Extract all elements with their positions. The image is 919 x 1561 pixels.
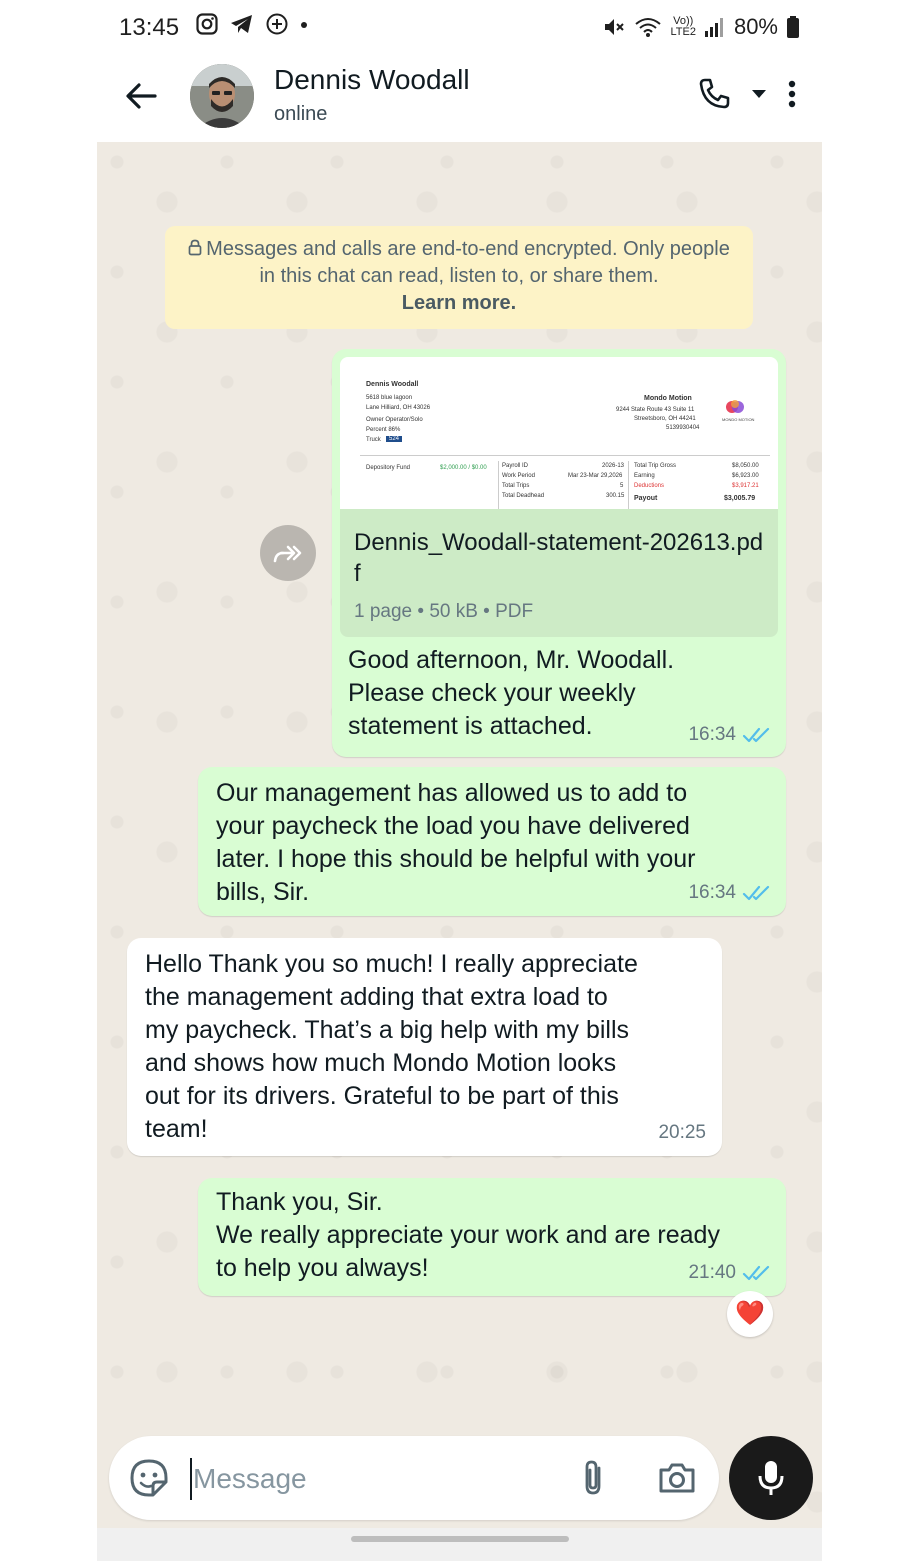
network-type bbox=[670, 16, 695, 38]
mic-icon bbox=[756, 1459, 786, 1497]
preview-company-addr2: Streetsboro, OH 44241 bbox=[634, 416, 696, 422]
preview-c3-value-4: $3,005.79 bbox=[724, 495, 756, 502]
avatar-image bbox=[190, 64, 254, 128]
preview-deposit-value: $2,000.00 / $0.00 bbox=[440, 465, 487, 471]
preview-company: Mondo Motion bbox=[644, 395, 692, 402]
message-text: Our management has allowed us to add to your paycheck the load you have delivered later. I hope this should be helpful with your bills, Sir. bbox=[216, 779, 696, 906]
attach-icon[interactable] bbox=[579, 1458, 607, 1498]
preview-c3-label-2: Earning bbox=[634, 473, 655, 479]
header-actions bbox=[696, 76, 798, 112]
dropdown-icon[interactable] bbox=[750, 76, 768, 112]
signal-icon bbox=[704, 16, 726, 38]
encryption-text: Messages and calls are end-to-end encrypted. Only people in this chat can read, listen to, or share them. bbox=[206, 238, 730, 287]
preview-c3-label-3: Deductions bbox=[634, 483, 665, 489]
document-meta: 1 page • 50 kB • PDF bbox=[354, 601, 534, 622]
sticker-icon[interactable] bbox=[129, 1458, 169, 1498]
heart-icon: ❤️ bbox=[735, 1300, 765, 1327]
double-check-icon bbox=[742, 726, 770, 744]
preview-c3-value-2: $6,923.00 bbox=[732, 473, 759, 479]
message-bubble[interactable] bbox=[198, 767, 786, 916]
preview-address2: Lane Hilliard, OH 43026 bbox=[366, 405, 431, 411]
preview-c2-value-1: 2026-13 bbox=[602, 463, 625, 469]
lock-icon bbox=[188, 239, 202, 256]
message-meta bbox=[688, 1262, 770, 1284]
instagram-icon bbox=[195, 12, 219, 36]
message-time: 21:40 bbox=[688, 1262, 736, 1283]
preview-col-divider-1 bbox=[498, 461, 499, 509]
reaction-badge[interactable] bbox=[727, 1291, 773, 1337]
avatar[interactable] bbox=[190, 64, 254, 128]
message-text: Thank you, Sir. We really appreciate your work and are ready to help you always! bbox=[216, 1188, 720, 1282]
message-composer[interactable] bbox=[109, 1436, 719, 1520]
message-time: 16:34 bbox=[688, 882, 736, 903]
status-bar bbox=[97, 0, 822, 56]
message-time: 16:34 bbox=[688, 724, 736, 745]
preview-c2-label-3: Total Trips bbox=[502, 483, 530, 489]
chat-header bbox=[97, 56, 822, 142]
navigation-bar bbox=[97, 1528, 822, 1561]
more-options-icon[interactable] bbox=[786, 76, 798, 112]
document-filename[interactable]: Dennis_Woodall-statement-202613.pdf bbox=[354, 529, 764, 587]
battery-percent: 80% bbox=[733, 14, 778, 39]
wifi-icon bbox=[634, 15, 662, 39]
mute-icon bbox=[602, 15, 626, 39]
status-time: 13:45 bbox=[119, 14, 180, 41]
document-preview[interactable] bbox=[340, 357, 778, 509]
preview-c2-value-2: Mar 23-Mar 29,2026 bbox=[568, 473, 623, 479]
preview-truck: 524 bbox=[386, 436, 402, 442]
preview-c2-label-4: Total Deadhead bbox=[502, 493, 545, 499]
notification-icons bbox=[195, 12, 309, 36]
camera-icon[interactable] bbox=[657, 1460, 697, 1496]
preview-role: Owner Operator/Solo bbox=[366, 417, 423, 423]
call-icon[interactable] bbox=[696, 76, 732, 112]
lte-label: LTE2 bbox=[670, 26, 696, 38]
double-check-icon bbox=[742, 884, 770, 902]
learn-more-link[interactable]: Learn more. bbox=[401, 292, 517, 314]
preview-name: Dennis Woodall bbox=[366, 381, 419, 388]
document-info[interactable] bbox=[340, 509, 778, 637]
dot-icon bbox=[299, 12, 309, 36]
message-meta bbox=[688, 724, 770, 746]
preview-c2-value-4: 300.15 bbox=[606, 493, 625, 499]
forward-button[interactable] bbox=[260, 525, 316, 581]
preview-address1: 5618 blue lagoon bbox=[366, 395, 413, 401]
whatsapp-status-icon bbox=[265, 12, 289, 36]
home-handle[interactable] bbox=[351, 1536, 569, 1542]
message-text: Good afternoon, Mr. Woodall. Please check your weekly statement is attached. bbox=[348, 646, 675, 740]
preview-col-divider-2 bbox=[628, 461, 629, 509]
message-bubble[interactable] bbox=[198, 1178, 786, 1296]
message-meta bbox=[658, 1122, 706, 1144]
preview-c2-label-1: Payroll ID bbox=[502, 463, 529, 469]
message-input[interactable] bbox=[191, 1456, 565, 1502]
telegram-icon bbox=[229, 12, 255, 36]
encryption-notice[interactable] bbox=[165, 226, 753, 329]
preview-deposit-label: Depository Fund bbox=[366, 465, 411, 471]
preview-c3-label-4: Payout bbox=[634, 495, 658, 502]
preview-c2-value-3: 5 bbox=[620, 483, 624, 489]
battery-icon bbox=[786, 15, 800, 39]
preview-c3-value-3: $3,917.21 bbox=[732, 483, 759, 489]
preview-company-addr1: 9244 State Route 43 Suite 11 bbox=[616, 407, 695, 413]
preview-divider bbox=[360, 455, 770, 456]
contact-status: online bbox=[274, 103, 328, 125]
preview-c2-label-2: Work Period bbox=[502, 473, 535, 479]
preview-c3-label-1: Total Trip Gross bbox=[634, 463, 677, 469]
preview-c3-value-1: $8,050.00 bbox=[732, 463, 759, 469]
volte-label: Vo)) bbox=[673, 15, 694, 27]
mic-button[interactable] bbox=[729, 1436, 813, 1520]
contact-name[interactable]: Dennis Woodall bbox=[274, 64, 470, 95]
message-bubble[interactable] bbox=[332, 624, 786, 758]
preview-truck-label: Truck bbox=[366, 437, 381, 443]
mondo-logo bbox=[724, 399, 746, 415]
mondo-logo-text: MONDO MOTION bbox=[722, 417, 755, 422]
preview-percent: Percent 86% bbox=[366, 427, 401, 433]
message-meta bbox=[688, 882, 770, 904]
phone-screen bbox=[97, 0, 822, 1561]
chat-area[interactable] bbox=[97, 142, 822, 1528]
message-text: Hello Thank you so much! I really appreciate the management adding that extra load to my paycheck. That’s a big help with my bills and shows how much Mondo Motion looks out for its drivers. Grateful to be part of this team! bbox=[145, 950, 638, 1143]
message-time: 20:25 bbox=[658, 1122, 706, 1143]
back-arrow-icon[interactable] bbox=[121, 76, 161, 116]
double-check-icon bbox=[742, 1264, 770, 1282]
message-bubble[interactable] bbox=[127, 938, 722, 1156]
forward-icon bbox=[271, 540, 305, 566]
system-icons bbox=[602, 14, 800, 40]
preview-company-phone: 5139930404 bbox=[666, 425, 700, 431]
